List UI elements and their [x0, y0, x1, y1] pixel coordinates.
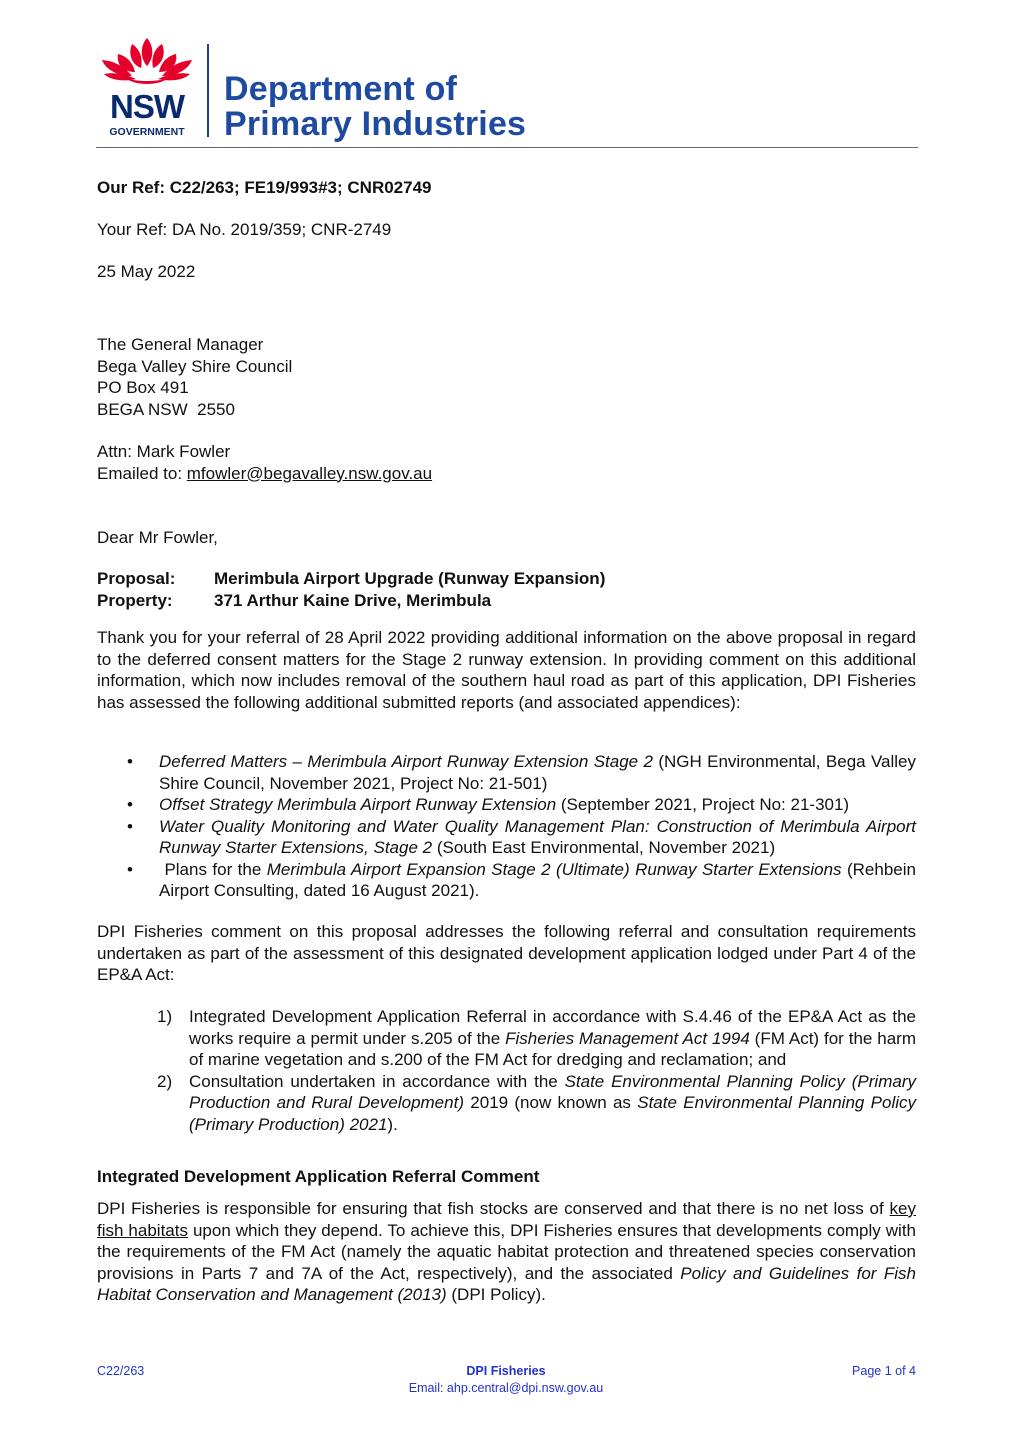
report-title: Merimbula Airport Expansion Stage 2 (Ultimate) Runway Starter Extensions	[266, 859, 842, 879]
bullet-icon: •	[127, 752, 133, 771]
list-item: • Water Quality Monitoring and Water Quality Management Plan: Construction of Merimbula Airport Runway Starter Extensions, Stage 2 (South East Environmental, November 2021)	[127, 816, 916, 857]
address-line: PO Box 491	[97, 378, 189, 397]
key-fish-habitats-link[interactable]: key fish habitats	[97, 1199, 916, 1240]
attn-line: Attn: Mark Fowler	[97, 442, 231, 461]
address-line: The General Manager	[97, 335, 264, 354]
salutation: Dear Mr Fowler,	[97, 528, 218, 547]
recipient-email-link[interactable]: mfowler@begavalley.nsw.gov.au	[186, 463, 433, 483]
list-item: 1) Integrated Development Application Referral in accordance with S.4.46 of the EP&A Act as the works require a permit under s.205 of the Fisheries Management Act 1994 (FM Act) for the harm of marine vegetation and s.200 of the FM Act for dredging and reclamation; and	[157, 1007, 916, 1069]
address-line: BEGA NSW 2550	[97, 399, 235, 419]
list-number: 1)	[157, 1007, 173, 1026]
emailed-label: Emailed to:	[97, 463, 187, 483]
waratah-icon	[102, 38, 192, 84]
footer-page-number: Page 1 of 4	[852, 1364, 916, 1378]
header-rule	[96, 147, 918, 148]
department-line-2: Primary Industries	[224, 105, 527, 143]
footer-email: Email: ahp.central@dpi.nsw.gov.au	[408, 1381, 604, 1395]
your-ref: Your Ref: DA No. 2019/359; CNR-2749	[97, 220, 392, 239]
property-row	[97, 590, 605, 612]
proposal-block	[97, 568, 605, 611]
our-ref: Our Ref: C22/263; FE19/993#3; CNR02749	[97, 178, 432, 197]
footer-ref: C22/263	[97, 1364, 145, 1378]
section-heading: Integrated Development Application Referral Comment	[97, 1167, 540, 1186]
report-title: Offset Strategy Merimbula Airport Runway Extension	[159, 795, 557, 814]
proposal-row	[97, 568, 605, 590]
logo-nsw-text: NSW	[110, 88, 184, 125]
bullet-icon: •	[127, 795, 133, 814]
proposal-value: Merimbula Airport Upgrade (Runway Expansion)	[214, 569, 606, 588]
logo-government-text: GOVERNMENT	[109, 126, 185, 138]
reports-list	[127, 751, 916, 902]
emailed-to-line	[97, 463, 432, 485]
property-label: Property:	[97, 590, 173, 610]
list-item: 2) Consultation undertaken in accordance with the State Environmental Planning Policy (Primary Production and Rural Development) 2019 (now known as State Environmental Planning Policy (Primary Production) 2021).	[157, 1071, 916, 1134]
list-number: 2)	[157, 1071, 173, 1091]
nsw-waratah-logo	[96, 34, 198, 140]
footer-org: DPI Fisheries	[466, 1364, 546, 1378]
list-item: • Deferred Matters – Merimbula Airport Runway Extension Stage 2 (NGH Environmental, Bega Valley Shire Council, November 2021, Project No: 21-501)	[127, 752, 917, 793]
proposal-label: Proposal:	[97, 569, 176, 588]
comment-paragraph: DPI Fisheries comment on this proposal addresses the following referral and consultation requirements undertaken as part of the assessment of this designated development application lodged under Part 4 of the EP&A Act:	[97, 922, 916, 984]
address-line: Bega Valley Shire Council	[97, 356, 293, 376]
final-paragraph: DPI Fisheries is responsible for ensuring that fish stocks are conserved and that there is no net loss of key fish habitats upon which they depend. To achieve this, DPI Fisheries ensures that developments comply with the requirements of the FM Act (namely the aquatic habitat protection and threatened species conservation provisions in Parts 7 and 7A of the Act, respectively), and the associated Policy and Guidelines for Fish Habitat Conservation and Management (2013) (DPI Policy).	[97, 1199, 916, 1304]
department-name	[224, 72, 526, 142]
bullet-icon: •	[127, 816, 133, 836]
requirements-list	[157, 1006, 916, 1135]
attention-block	[97, 441, 432, 484]
header-divider	[207, 44, 209, 137]
bullet-icon: •	[127, 859, 133, 879]
property-value: 371 Arthur Kaine Drive, Merimbula	[214, 590, 492, 610]
letter-date: 25 May 2022	[97, 262, 196, 281]
report-title: Water Quality Monitoring and Water Quality Management Plan: Construction of Merimbula Airport Runway Starter Extensions, Stage 2	[159, 816, 916, 857]
recipient-address	[97, 334, 292, 420]
list-item: • Plans for the Merimbula Airport Expansion Stage 2 (Ultimate) Runway Starter Extensions (Rehbein Airport Consulting, dated 16 August 2021).	[127, 859, 916, 900]
list-item: • Offset Strategy Merimbula Airport Runway Extension (September 2021, Project No: 21-301)	[127, 795, 850, 814]
department-line-1: Department of	[224, 70, 458, 108]
intro-paragraph: Thank you for your referral of 28 April 2022 providing additional information on the above proposal in regard to the deferred consent matters for the Stage 2 runway extension. In providing comment on this additional information, which now includes removal of the southern haul road as part of this application, DPI Fisheries has assessed the following additional submitted reports (and associated appendices):	[97, 628, 916, 712]
report-title: Deferred Matters – Merimbula Airport Runway Extension Stage 2	[159, 752, 653, 771]
